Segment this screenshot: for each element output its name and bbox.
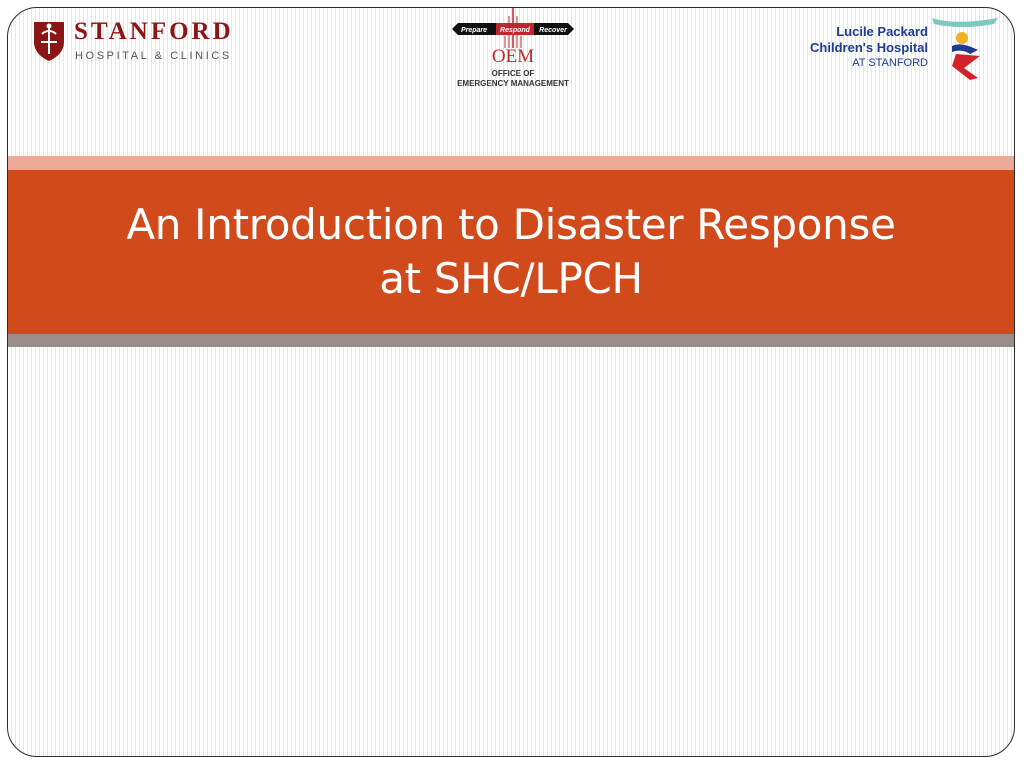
lpch-line-3: AT STANFORD <box>852 57 928 69</box>
title-band-top-stripe <box>8 156 1014 170</box>
slide-title-line-2: at SHC/LPCH <box>379 254 643 303</box>
lpch-child-figure-icon <box>930 16 1000 82</box>
lpch-logo <box>778 16 1008 86</box>
lpch-text <box>810 24 928 71</box>
stanford-shield-icon <box>32 20 66 62</box>
stanford-wordmark: STANFORD <box>74 18 234 45</box>
slide-title <box>126 198 895 306</box>
lpch-line-2: Children's Hospital <box>810 40 928 55</box>
oem-phase-bar <box>452 23 574 35</box>
title-band-bottom-stripe <box>8 334 1014 347</box>
oem-tag-recover: Recover <box>539 27 567 34</box>
oem-line-1: OFFICE OF <box>491 69 535 78</box>
oem-logo <box>448 8 578 98</box>
oem-tag-prepare: Prepare <box>460 27 488 34</box>
slide <box>7 7 1015 757</box>
title-band <box>8 170 1014 334</box>
slide-title-line-1: An Introduction to Disaster Response <box>126 200 896 249</box>
stanford-subtitle: HOSPITAL & CLINICS <box>75 50 232 62</box>
oem-line-2: EMERGENCY MANAGEMENT <box>457 79 569 88</box>
lpch-line-1: Lucile Packard <box>836 24 928 39</box>
oem-abbreviation: OEM <box>491 46 535 67</box>
stanford-logo <box>32 18 252 68</box>
oem-tag-respond: Respond <box>500 27 530 34</box>
